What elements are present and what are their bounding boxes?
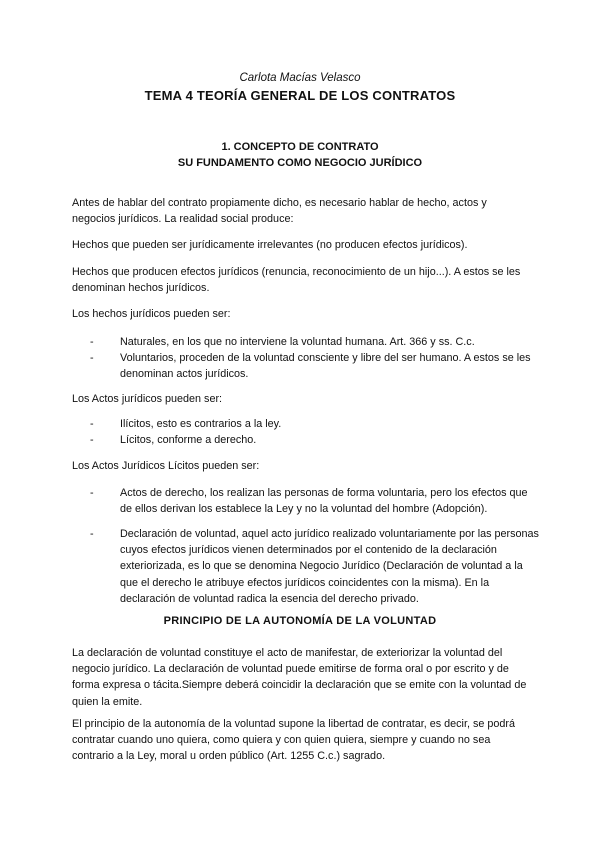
list-dash: - [90,487,94,499]
section-heading: 1. CONCEPTO DE CONTRATO [221,141,379,153]
paragraph: Los Actos Jurídicos Lícitos pueden ser: [72,460,260,472]
list-dash: - [90,352,94,364]
paragraph: Los Actos jurídicos pueden ser: [72,393,223,405]
section-subheading: SU FUNDAMENTO COMO NEGOCIO JURÍDICO [177,157,423,169]
list-item-text: Actos de derecho, los realizan las personas de forma voluntaria, pero los efectos que de ellos derivan los establece la Ley y no la voluntad del hombre (Adopción). [120,487,528,516]
list-item-text: Naturales, en los que no interviene la voluntad humana. Art. 366 y ss. C.c. [120,336,475,348]
list-item-text: Ilícitos, esto es contrarios a la ley. [120,418,282,430]
list-dash: - [90,528,94,540]
section-heading: PRINCIPIO DE LA AUTONOMÍA DE LA VOLUNTAD [163,615,437,627]
list-dash: - [90,418,94,430]
paragraph: Antes de hablar del contrato propiamente dicho, es necesario hablar de hecho, actos y negocios jurídicos. La realidad social produce: [72,197,487,226]
list-dash: - [90,434,94,446]
list-dash: - [90,336,94,348]
author-name: Carlota Macías Velasco [239,72,361,84]
document-title: TEMA 4 TEORÍA GENERAL DE LOS CONTRATOS [144,88,456,103]
paragraph: La declaración de voluntad constituye el acto de manifestar, de exteriorizar la voluntad del negocio jurídico. La declaración de voluntad puede emitirse de forma oral o por escrito y de forma expresa o tácita.Siempre deberá coincidir la declaración que se emite con la voluntad de quien la emite. [72,647,527,708]
paragraph: Hechos que pueden ser jurídicamente irrelevantes (no producen efectos jurídicos). [72,239,468,251]
paragraph: Los hechos jurídicos pueden ser: [72,308,231,320]
paragraph: El principio de la autonomía de la voluntad supone la libertad de contratar, es decir, se podrá contratar cuando uno quiera, como quiera y con quien quiera, siempre y cuando no sea contrario a la Ley, moral u orden público (Art. 1255 C.c.) sagrado. [72,718,515,763]
list-item-text: Declaración de voluntad, aquel acto jurídico realizado voluntariamente por las personas cuyos efectos jurídicos vienen determinados por el contenido de la declaración exteriorizada, es lo que se denomina Negocio Jurídico (Declaración de voluntad a la que el derecho le atribuye efectos jurídicos coincidentes con la misma). En la declaración de voluntad radica la esencia del derecho privado. [120,528,539,605]
paragraph: Hechos que producen efectos jurídicos (renuncia, reconocimiento de un hijo...). A estos se les denominan hechos jurídicos. [72,266,521,295]
list-item-text: Lícitos, conforme a derecho. [120,434,257,446]
list-item-text: Voluntarios, proceden de la voluntad consciente y libre del ser humano. A estos se les denominan actos jurídicos. [120,352,531,381]
